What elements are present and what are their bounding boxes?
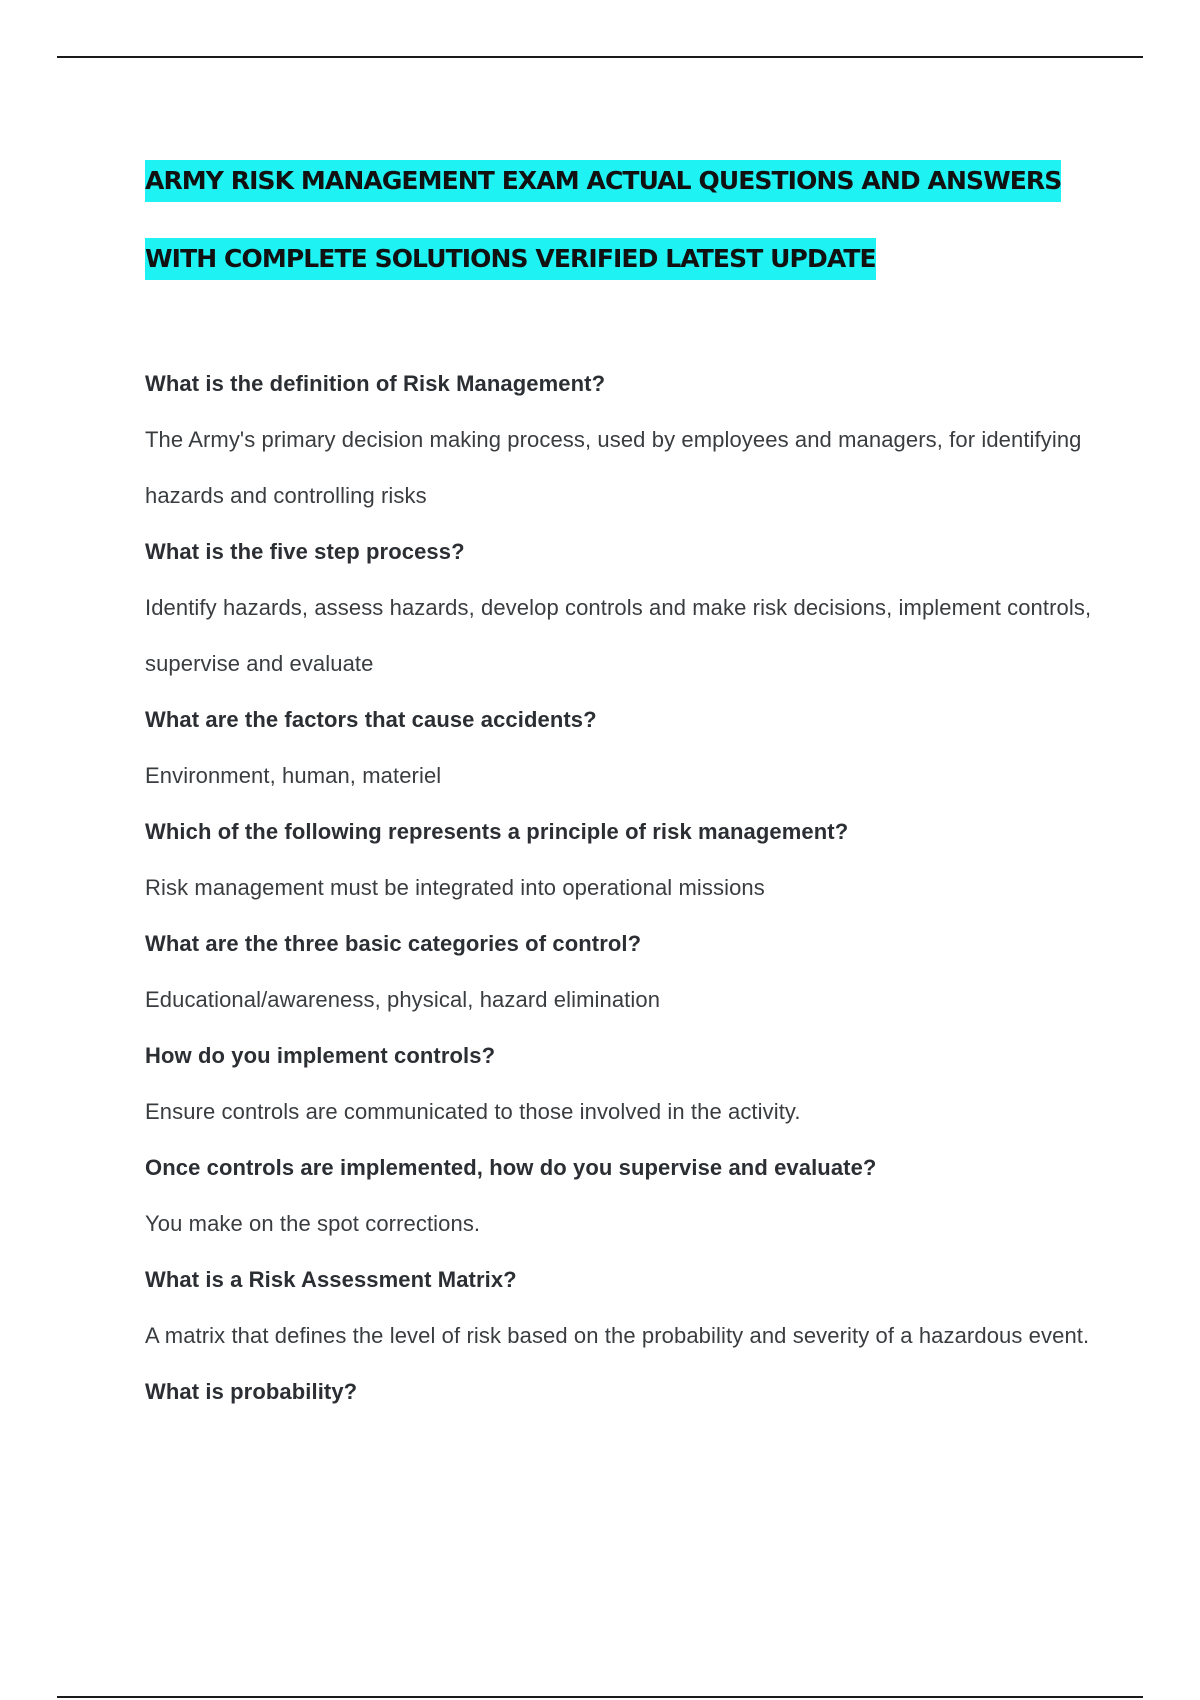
answer: Identify hazards, assess hazards, develop controls and make risk decisions, implement controls, supervise and evaluate [145,595,1092,676]
answer: Environment, human, materiel [145,763,442,788]
qa-item-8 [145,1252,1105,1364]
question: How do you implement controls? [145,1043,496,1068]
answer: The Army's primary decision making process, used by employees and managers, for identifying hazards and controlling risks [145,427,1082,508]
question: What is the definition of Risk Management? [145,371,606,396]
bottom-rule [57,1696,1143,1698]
answer: Ensure controls are communicated to those involved in the activity. [145,1099,801,1124]
qa-item-3 [145,692,1105,804]
document-title [145,142,1105,298]
qa-item-7 [145,1140,1105,1252]
question: What is the five step process? [145,539,465,564]
question: Once controls are implemented, how do you supervise and evaluate? [145,1155,877,1180]
question: Which of the following represents a principle of risk management? [145,819,849,844]
qa-list [145,356,1105,1420]
answer: A matrix that defines the level of risk based on the probability and severity of a hazardous event. [145,1323,1090,1348]
qa-item-9 [145,1364,1105,1420]
question: What is probability? [145,1379,358,1404]
question: What are the three basic categories of control? [145,931,642,956]
question: What are the factors that cause accidents? [145,707,597,732]
qa-item-5 [145,916,1105,1028]
answer: Educational/awareness, physical, hazard elimination [145,987,661,1012]
document-body [145,142,1105,1436]
title-line-2: WITH COMPLETE SOLUTIONS VERIFIED LATEST UPDATE [145,238,876,280]
qa-item-1 [145,356,1105,524]
answer: Risk management must be integrated into operational missions [145,875,765,900]
question: What is a Risk Assessment Matrix? [145,1267,517,1292]
answer: You make on the spot corrections. [145,1211,481,1236]
top-rule [57,56,1143,58]
title-line-1: ARMY RISK MANAGEMENT EXAM ACTUAL QUESTIONS AND ANSWERS [145,160,1061,202]
qa-item-4 [145,804,1105,916]
qa-item-6 [145,1028,1105,1140]
qa-item-2 [145,524,1105,692]
